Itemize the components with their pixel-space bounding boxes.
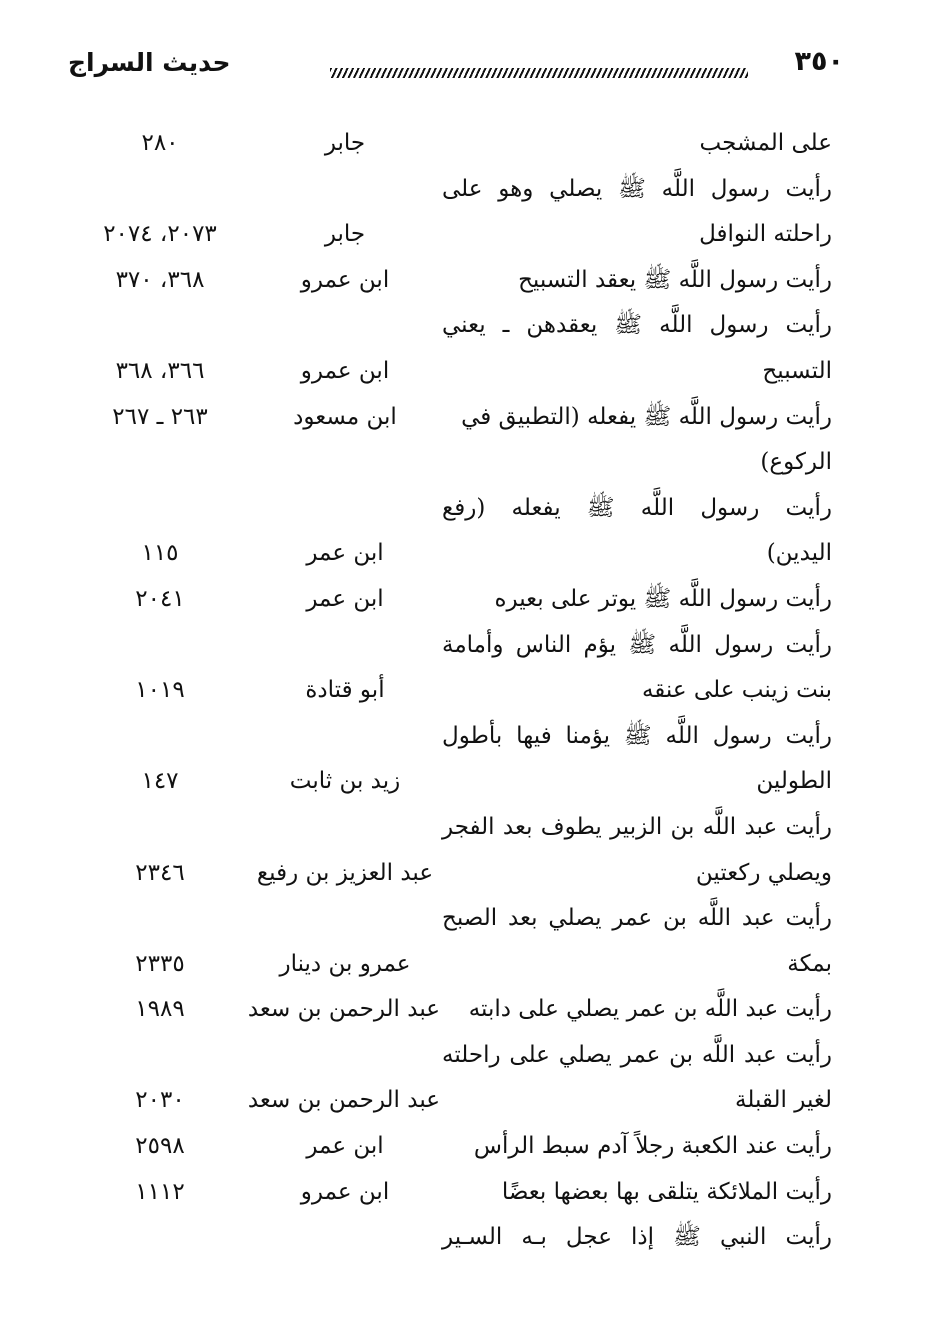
narrator-name: ابن عمرو — [300, 266, 390, 293]
hadith-number: ٣٦٦، ٣٦٨ — [115, 357, 205, 384]
hadith-phrase: رأيت الملائكة يتلقى بها بعضها بعضًا — [501, 1178, 832, 1205]
narrator-name: ابن عمرو — [300, 1178, 390, 1205]
hadith-phrase: رأيت رسول اللَّه ﷺ يعقدهن ـ يعني — [442, 312, 832, 339]
hadith-phrase: الركوع) — [760, 449, 832, 476]
index-list — [0, 120, 936, 1260]
index-line — [0, 485, 936, 531]
hadith-number: ١٩٨٩ — [135, 996, 185, 1023]
index-line — [0, 394, 936, 440]
hadith-phrase: رأيت عبد اللَّه بن عمر يصلي على دابته — [468, 996, 832, 1023]
hadith-phrase: راحلته النوافل — [699, 221, 832, 248]
hadith-number: ٢٨٠ — [141, 130, 179, 156]
index-line — [0, 986, 936, 1032]
index-line — [0, 530, 936, 576]
index-line — [0, 713, 936, 759]
index-line — [0, 120, 936, 166]
index-line — [0, 348, 936, 394]
narrator-name: زيد بن ثابت — [289, 768, 401, 795]
narrator-name: ابن عمر — [306, 585, 384, 612]
hadith-number: ١٤٧ — [141, 768, 179, 795]
hadith-phrase: بمكة — [787, 950, 832, 977]
narrator-name: ابن عمرو — [300, 357, 390, 384]
page-header — [64, 44, 844, 94]
hadith-phrase: رأيت رسول اللَّه ﷺ يصلي وهو على — [442, 175, 832, 202]
narrator-name: أبو قتادة — [305, 677, 385, 704]
narrator-name: ابن عمر — [306, 540, 384, 567]
hadith-phrase: رأيت رسول اللَّه ﷺ يفعله (التطبيق في — [461, 403, 832, 430]
index-line — [0, 941, 936, 987]
hadith-phrase: رأيت عند الكعبة رجلاً آدم سبط الرأس — [473, 1133, 832, 1160]
book-title: حديث السراج — [68, 48, 231, 77]
hadith-phrase: بنت زينب على عنقه — [641, 677, 832, 704]
index-line — [0, 667, 936, 713]
index-line — [0, 257, 936, 303]
hadith-phrase: رأيت رسول اللَّه ﷺ يؤم الناس وأمامة — [442, 631, 832, 658]
index-line — [0, 1214, 936, 1260]
index-line — [0, 302, 936, 348]
page-number: ٣٥٠ — [794, 46, 844, 77]
hadith-number: ٢٣٣٥ — [135, 950, 185, 977]
hadith-phrase: الطولين — [756, 768, 832, 795]
hadith-number: ١١٥ — [141, 540, 179, 567]
hadith-phrase: رأيت رسول اللَّه ﷺ يوتر على بعيره — [494, 585, 832, 612]
hadith-phrase: رأيت عبد اللَّه بن عمر يصلي على راحلته — [442, 1041, 832, 1068]
narrator-name: جابر — [324, 221, 366, 248]
hadith-phrase: على المشجب — [699, 130, 832, 156]
index-line — [0, 439, 936, 485]
hadith-phrase: رأيت عبد اللَّه بن الزبير يطوف بعد الفجر — [442, 813, 832, 840]
hadith-number: ٢٠٣٠ — [135, 1087, 185, 1114]
hadith-phrase: رأيت عبد اللَّه بن عمر يصلي بعد الصبح — [442, 905, 832, 932]
index-line — [0, 1077, 936, 1123]
index-line — [0, 1169, 936, 1215]
hadith-number: ٢٣٤٦ — [135, 859, 185, 886]
hadith-number: ٢٥٩٨ — [135, 1133, 185, 1160]
index-line — [0, 758, 936, 804]
narrator-name: عبد العزيز بن رفيع — [256, 859, 434, 886]
index-line — [0, 850, 936, 896]
narrator-name: ابن عمر — [306, 1133, 384, 1160]
hadith-phrase: رأيت رسول اللَّه ﷺ يفعله (رفع — [442, 494, 832, 521]
hadith-number: ٢٠٧٣، ٢٠٧٤ — [103, 221, 217, 248]
hadith-number: ١١١٢ — [135, 1178, 185, 1205]
hadith-phrase: التسبيح — [762, 357, 832, 384]
hadith-phrase: اليدين) — [766, 540, 832, 567]
index-line — [0, 576, 936, 622]
hadith-number: ٢٠٤١ — [135, 585, 185, 612]
narrator-name: جابر — [324, 130, 366, 156]
narrator-name: عبد الرحمن بن سعد — [247, 1087, 440, 1114]
header-rule — [330, 68, 748, 78]
index-line — [0, 1123, 936, 1169]
narrator-name: عمرو بن دينار — [279, 950, 411, 977]
index-line — [0, 804, 936, 850]
hadith-phrase: لغير القبلة — [735, 1087, 832, 1114]
narrator-name: عبد الرحمن بن سعد — [247, 996, 440, 1023]
hadith-number: ١٠١٩ — [135, 677, 185, 704]
hadith-number: ٣٦٨، ٣٧٠ — [115, 266, 205, 293]
index-line — [0, 211, 936, 257]
index-line — [0, 622, 936, 668]
hadith-number: ٢٦٣ ـ ٢٦٧ — [112, 403, 208, 430]
hadith-phrase: ويصلي ركعتين — [695, 859, 832, 886]
hadith-phrase: رأيت رسول اللَّه ﷺ يعقد التسبيح — [518, 266, 832, 293]
hadith-phrase: رأيت رسول اللَّه ﷺ يؤمنا فيها بأطول — [442, 722, 832, 749]
index-line — [0, 1032, 936, 1078]
hadith-phrase: رأيت النبي ﷺ إذا عجل بـه السـير — [442, 1224, 832, 1251]
narrator-name: ابن مسعود — [293, 403, 397, 430]
index-line — [0, 166, 936, 212]
index-line — [0, 895, 936, 941]
